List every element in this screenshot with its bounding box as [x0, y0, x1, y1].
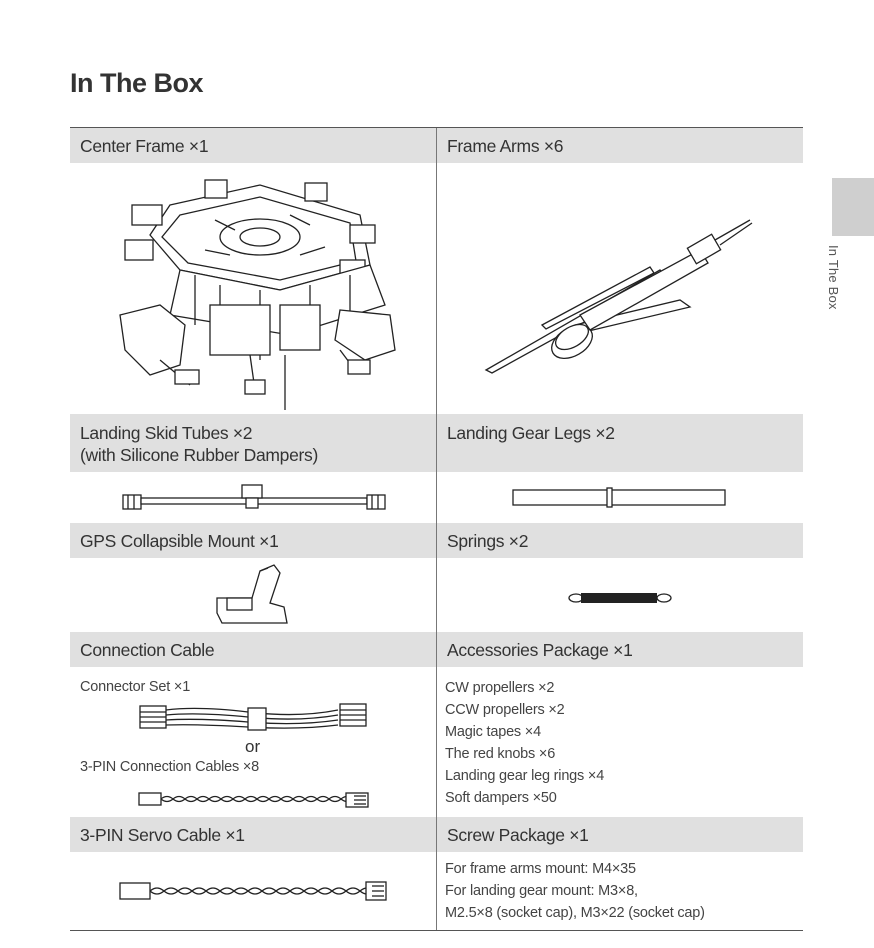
- connector-set-illustration: [138, 700, 373, 736]
- frame-arm-illustration: [480, 215, 770, 375]
- header-servo-cable: 3-PIN Servo Cable ×1: [70, 817, 436, 852]
- screw-item: For landing gear mount: M3×8,: [445, 883, 638, 899]
- accessory-item: CCW propellers ×2: [445, 702, 565, 718]
- spring-illustration: [566, 588, 676, 608]
- accessory-item: Soft dampers ×50: [445, 790, 557, 806]
- screw-item: For frame arms mount: M4×35: [445, 861, 636, 877]
- screw-list: [445, 858, 705, 924]
- pin-cable-illustration: [138, 790, 370, 810]
- accessories-list: [445, 677, 604, 809]
- servo-cable-illustration: [118, 880, 390, 904]
- header-accessories: Accessories Package ×1: [437, 632, 803, 667]
- header-gear-legs: Landing Gear Legs ×2: [437, 414, 803, 472]
- table-bottom-rule: [70, 930, 803, 931]
- header-springs: Springs ×2: [437, 523, 803, 558]
- skid-tubes-line2: (with Silicone Rubber Dampers): [80, 445, 319, 465]
- accessory-item: CW propellers ×2: [445, 680, 555, 696]
- center-frame-illustration: [110, 175, 400, 415]
- header-skid-tubes: [70, 414, 436, 472]
- accessory-item: Landing gear leg rings ×4: [445, 768, 605, 784]
- screw-item: M2.5×8 (socket cap), M3×22 (socket cap): [445, 905, 705, 921]
- header-screw-package: Screw Package ×1: [437, 817, 803, 852]
- header-frame-arms: Frame Arms ×6: [437, 128, 803, 163]
- skid-tube-illustration: [120, 483, 390, 513]
- or-label: or: [245, 737, 261, 756]
- connector-set-label: Connector Set ×1: [80, 679, 191, 695]
- accessory-item: The red knobs ×6: [445, 746, 556, 762]
- pin-cables-label: 3-PIN Connection Cables ×8: [80, 759, 259, 775]
- header-gps-mount: GPS Collapsible Mount ×1: [70, 523, 436, 558]
- gear-leg-illustration: [512, 487, 732, 509]
- skid-tubes-line1: Landing Skid Tubes ×2: [80, 423, 253, 443]
- accessory-item: Magic tapes ×4: [445, 724, 541, 740]
- gps-mount-illustration: [212, 563, 292, 629]
- header-connection-cable: Connection Cable: [70, 632, 436, 667]
- header-center-frame: Center Frame ×1: [70, 128, 436, 163]
- page-title: In The Box: [70, 68, 204, 98]
- side-tab-label: In The Box: [826, 245, 841, 310]
- side-tab[interactable]: [832, 178, 874, 236]
